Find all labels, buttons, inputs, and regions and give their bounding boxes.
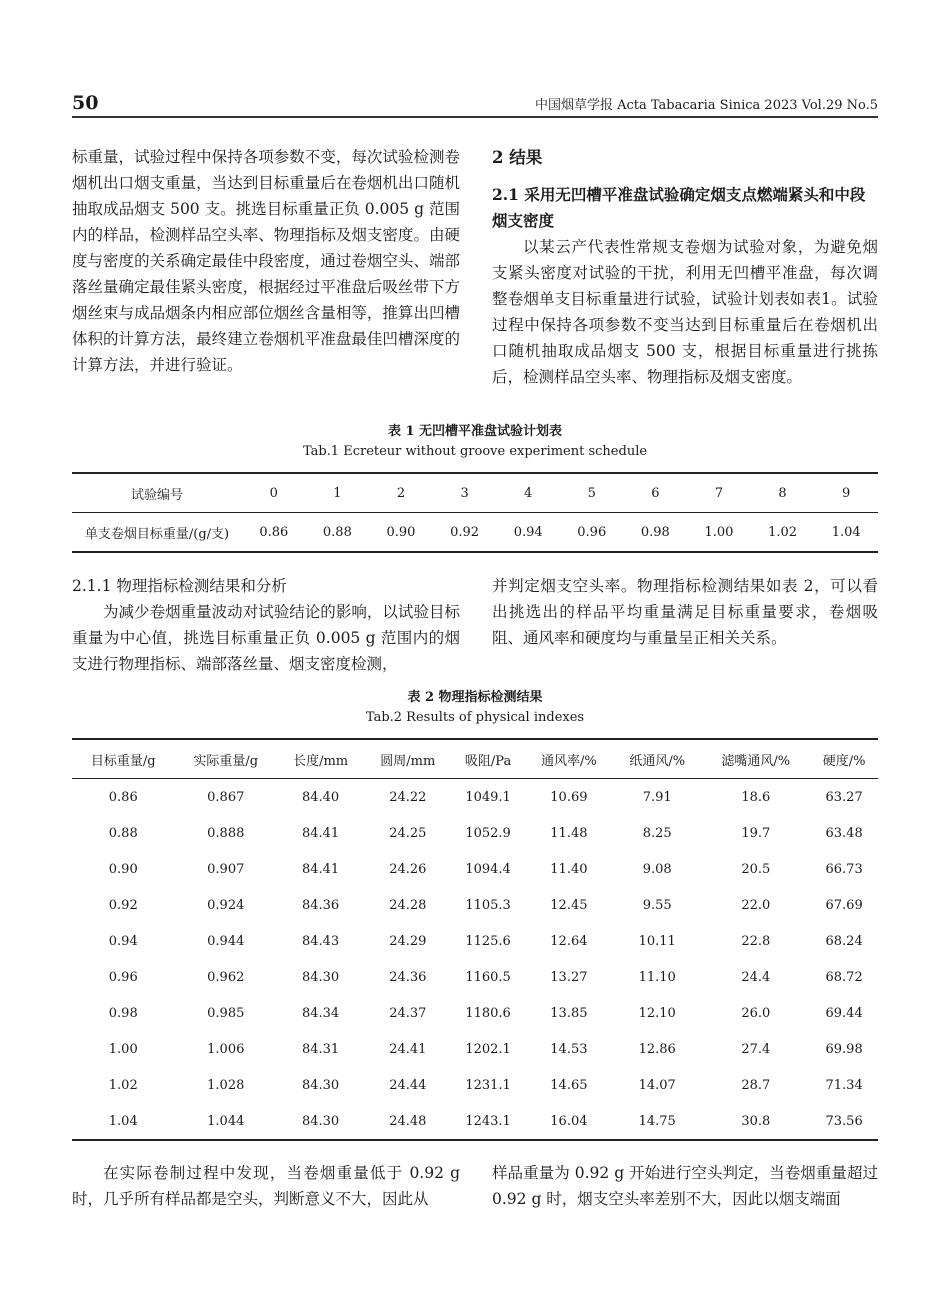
table1-trial-number: 4 bbox=[524, 485, 533, 501]
table2-cell: 0.94 bbox=[108, 933, 138, 949]
table2-cell: 1125.6 bbox=[465, 933, 511, 949]
left-column-middle bbox=[72, 573, 460, 677]
table2-cell: 26.0 bbox=[741, 1005, 771, 1021]
subsubsection-heading: 2.1.1 物理指标检测结果和分析 bbox=[72, 577, 287, 595]
left-column-bottom bbox=[72, 1160, 460, 1212]
table-row bbox=[72, 887, 878, 923]
table-row bbox=[72, 815, 878, 851]
table2-cell: 69.98 bbox=[825, 1041, 863, 1057]
table1-trial-number: 1 bbox=[333, 485, 342, 501]
table2-cell: 67.69 bbox=[825, 897, 863, 913]
table2-cell: 68.72 bbox=[825, 969, 863, 985]
table1-trial-number: 8 bbox=[778, 485, 787, 501]
left-column-top bbox=[72, 144, 460, 378]
table2-cell: 84.41 bbox=[301, 825, 340, 841]
table2-cell: 12.86 bbox=[638, 1041, 676, 1057]
table2-column-header: 圆周/mm bbox=[380, 753, 436, 769]
table2-header-row bbox=[72, 739, 878, 779]
table2-cell: 1.04 bbox=[108, 1113, 138, 1129]
table2-cell: 0.98 bbox=[108, 1005, 138, 1021]
table2-cell: 24.22 bbox=[389, 789, 427, 805]
table2-cell: 14.07 bbox=[638, 1077, 676, 1093]
table1-caption-en: Tab.1 Ecreteur without groove experiment schedule bbox=[302, 444, 648, 459]
table2-cell: 63.27 bbox=[825, 789, 863, 805]
table2-cell: 9.55 bbox=[642, 897, 672, 913]
table2-column-header: 通风率/% bbox=[541, 753, 597, 769]
table2-cell: 68.24 bbox=[825, 933, 863, 949]
table2-cell: 84.31 bbox=[301, 1041, 340, 1057]
table2-cell: 30.8 bbox=[741, 1113, 771, 1129]
table1-trial-number: 6 bbox=[651, 485, 660, 501]
table1-caption-cn: 表 1 无凹槽平准盘试验计划表 bbox=[387, 424, 563, 439]
table2-column-header: 滤嘴通风/% bbox=[721, 753, 791, 769]
table2-cell: 0.924 bbox=[207, 897, 245, 913]
table2-cell: 13.85 bbox=[550, 1005, 588, 1021]
table2-cell: 1.044 bbox=[207, 1113, 245, 1129]
table2-cell: 24.37 bbox=[389, 1005, 427, 1021]
table2-cell: 1202.1 bbox=[465, 1041, 511, 1057]
running-header: 中国烟草学报 Acta Tabacaria Sinica 2023 Vol.29 No.5 bbox=[534, 98, 878, 113]
table1-cell: 0.90 bbox=[386, 524, 416, 540]
table2-cell: 24.44 bbox=[389, 1077, 427, 1093]
table2-cell: 24.25 bbox=[389, 825, 427, 841]
table-row bbox=[72, 959, 878, 995]
right-column-top bbox=[492, 144, 878, 390]
table2-cell: 84.30 bbox=[301, 969, 340, 985]
table2-cell: 1049.1 bbox=[465, 789, 511, 805]
paragraph: 在实际卷制过程中发现，当卷烟重量低于 0.92 g时，几乎所有样品都是空头，判断意义不大，因此从 bbox=[72, 1164, 460, 1208]
table-row bbox=[72, 995, 878, 1031]
paragraph: 并判定烟支空头率。物理指标检测结果如表 2，可以看出挑选出的样品平均重量满足目标重量要求，卷烟吸阻、通风率和硬度均与重量呈正相关关系。 bbox=[492, 577, 878, 647]
table2-body bbox=[72, 779, 878, 1141]
table2-cell: 14.53 bbox=[550, 1041, 588, 1057]
table1-cell: 0.86 bbox=[259, 524, 289, 540]
table-row bbox=[72, 851, 878, 887]
table2-cell: 1231.1 bbox=[465, 1077, 511, 1093]
table2-cell: 84.34 bbox=[301, 1005, 340, 1021]
table2-cell: 12.10 bbox=[638, 1005, 676, 1021]
table1-cell: 0.98 bbox=[640, 524, 670, 540]
table2-cell: 14.75 bbox=[638, 1113, 676, 1129]
table-row bbox=[72, 1067, 878, 1103]
table2-cell: 10.11 bbox=[638, 933, 676, 949]
table1-caption bbox=[72, 422, 878, 462]
table2-cell: 1180.6 bbox=[465, 1005, 511, 1021]
table2-cell: 22.8 bbox=[741, 933, 771, 949]
table1-header-label: 试验编号 bbox=[130, 487, 183, 503]
table2-caption bbox=[72, 688, 878, 728]
paragraph: 以某云产代表性常规支卷烟为试验对象，为避免烟支紧头密度对试验的干扰，利用无凹槽平准盘，每次调整卷烟单支目标重量进行试验，试验计划表如表1。试验过程中保持各项参数不变当达到目标重量后在卷烟机出口随机抽取成品烟支 500 支，根据目标重量进行挑拣后，检测样品空头率、物理指标及烟支密度。 bbox=[492, 238, 878, 386]
table2-cell: 84.30 bbox=[301, 1077, 340, 1093]
table1 bbox=[72, 472, 878, 553]
table2-cell: 0.88 bbox=[108, 825, 138, 841]
table1-cell: 0.88 bbox=[322, 524, 352, 540]
table2-cell: 1052.9 bbox=[465, 825, 511, 841]
table2-cell: 12.64 bbox=[550, 933, 588, 949]
table-row bbox=[72, 779, 878, 816]
table2-cell: 1243.1 bbox=[465, 1113, 511, 1129]
right-column-bottom bbox=[492, 1160, 878, 1212]
table1-row bbox=[72, 513, 878, 553]
table2-cell: 11.48 bbox=[550, 825, 588, 841]
table2 bbox=[72, 738, 878, 1141]
section-heading: 2 结果 bbox=[492, 148, 543, 167]
table2-cell: 18.6 bbox=[741, 789, 771, 805]
table2-caption-cn: 表 2 物理指标检测结果 bbox=[407, 690, 543, 705]
table1-trial-number: 7 bbox=[714, 485, 724, 501]
table1-cell: 1.00 bbox=[704, 524, 734, 540]
table1-cell: 0.96 bbox=[577, 524, 607, 540]
table2-cell: 27.4 bbox=[741, 1041, 771, 1057]
table2-cell: 84.41 bbox=[301, 861, 340, 877]
table2-cell: 11.10 bbox=[638, 969, 676, 985]
table2-cell: 20.5 bbox=[741, 861, 771, 877]
table2-cell: 0.86 bbox=[108, 789, 138, 805]
table2-cell: 11.40 bbox=[550, 861, 588, 877]
table2-cell: 1105.3 bbox=[465, 897, 511, 913]
table-row bbox=[72, 923, 878, 959]
table1-cell: 1.02 bbox=[768, 524, 798, 540]
table2-cell: 0.867 bbox=[207, 789, 245, 805]
table2-cell: 24.41 bbox=[389, 1041, 427, 1057]
table2-column-header: 纸通风/% bbox=[629, 753, 686, 769]
table2-cell: 19.7 bbox=[741, 825, 771, 841]
table1-trial-number: 2 bbox=[396, 485, 406, 501]
table2-cell: 1.006 bbox=[207, 1041, 245, 1057]
table2-column-header: 目标重量/g bbox=[90, 753, 156, 769]
table2-caption-en: Tab.2 Results of physical indexes bbox=[365, 710, 585, 725]
table2-column-header: 长度/mm bbox=[293, 753, 349, 769]
table1-header-row bbox=[72, 473, 878, 513]
table2-cell: 1.00 bbox=[108, 1041, 138, 1057]
table2-cell: 0.90 bbox=[108, 861, 138, 877]
table1-trial-number: 3 bbox=[460, 485, 469, 501]
table2-cell: 84.30 bbox=[301, 1113, 340, 1129]
table2-cell: 0.907 bbox=[207, 861, 245, 877]
table2-column-header: 实际重量/g bbox=[193, 753, 259, 769]
table2-cell: 84.40 bbox=[301, 789, 340, 805]
table2-cell: 28.7 bbox=[741, 1077, 771, 1093]
table-row bbox=[72, 1031, 878, 1067]
table2-cell: 24.29 bbox=[389, 933, 427, 949]
table2-cell: 24.36 bbox=[389, 969, 427, 985]
right-column-middle bbox=[492, 573, 878, 651]
table2-cell: 0.96 bbox=[108, 969, 138, 985]
table1-trial-number: 9 bbox=[842, 485, 851, 501]
table2-cell: 0.888 bbox=[207, 825, 245, 841]
table2-cell: 1.028 bbox=[207, 1077, 245, 1093]
paragraph: 样品重量为 0.92 g 开始进行空头判定，当卷烟重量超过 0.92 g 时，烟支空头率差别不大，因此以烟支端面 bbox=[492, 1164, 878, 1208]
table2-cell: 66.73 bbox=[825, 861, 863, 877]
table2-cell: 0.944 bbox=[207, 933, 245, 949]
table1-cell: 0.92 bbox=[450, 524, 480, 540]
table2-column-header: 硬度/% bbox=[822, 753, 866, 769]
table2-cell: 69.44 bbox=[825, 1005, 863, 1021]
table2-cell: 24.26 bbox=[389, 861, 427, 877]
table2-cell: 9.08 bbox=[642, 861, 672, 877]
table-row bbox=[72, 1103, 878, 1140]
table1-trial-number: 5 bbox=[587, 485, 596, 501]
table2-cell: 1160.5 bbox=[465, 969, 511, 985]
paragraph: 标重量，试验过程中保持各项参数不变，每次试验检测卷烟机出口烟支重量，当达到目标重量后在卷烟机出口随机抽取成品烟支 500 支。挑选目标重量正负 0.005 g 范围内的样品，检测样品空头率、物理指标及烟支密度。由硬度与密度的关系确定最佳中段密度，通过卷烟空头、端部落丝量确定最佳紧头密度，根据经过平准盘后吸丝带下方烟丝束与成品烟条内相应部位烟丝含量相等，推算出凹槽体积的计算方法，最终建立卷烟机平准盘最佳凹槽深度的计算方法，并进行验证。 bbox=[72, 148, 460, 374]
table2-cell: 16.04 bbox=[550, 1113, 588, 1129]
table2-cell: 0.985 bbox=[207, 1005, 245, 1021]
table1-trial-number: 0 bbox=[269, 485, 278, 501]
table2-cell: 1.02 bbox=[108, 1077, 138, 1093]
table2-cell: 14.65 bbox=[550, 1077, 588, 1093]
header-rule bbox=[72, 116, 878, 118]
table2-cell: 1094.4 bbox=[465, 861, 511, 877]
table2-cell: 0.92 bbox=[108, 897, 138, 913]
table2-cell: 22.0 bbox=[741, 897, 771, 913]
table2-cell: 7.91 bbox=[642, 789, 672, 805]
table1-row-label: 单支卷烟目标重量/(g/支) bbox=[84, 526, 230, 542]
subsection-heading: 2.1 采用无凹槽平准盘试验确定烟支点燃端紧头和中段烟支密度 bbox=[492, 185, 866, 230]
table2-cell: 24.4 bbox=[741, 969, 771, 985]
table1-cell: 1.04 bbox=[831, 524, 861, 540]
table2-cell: 0.962 bbox=[207, 969, 245, 985]
table2-cell: 8.25 bbox=[642, 825, 672, 841]
table2-cell: 10.69 bbox=[550, 789, 588, 805]
paragraph: 为减少卷烟重量波动对试验结论的影响，以试验目标重量为中心值，挑选目标重量正负 0.005 g 范围内的烟支进行物理指标、端部落丝量、烟支密度检测， bbox=[72, 603, 460, 673]
table2-cell: 12.45 bbox=[550, 897, 588, 913]
table2-cell: 24.28 bbox=[389, 897, 427, 913]
table2-column-header: 吸阻/Pa bbox=[464, 753, 512, 769]
table1-cell: 0.94 bbox=[513, 524, 543, 540]
page-number: 50 bbox=[72, 92, 99, 114]
table2-cell: 84.43 bbox=[301, 933, 340, 949]
table2-cell: 71.34 bbox=[825, 1077, 863, 1093]
table2-cell: 13.27 bbox=[550, 969, 588, 985]
table2-cell: 63.48 bbox=[825, 825, 863, 841]
table2-cell: 24.48 bbox=[389, 1113, 427, 1129]
table2-cell: 73.56 bbox=[825, 1113, 863, 1129]
table2-cell: 84.36 bbox=[301, 897, 340, 913]
